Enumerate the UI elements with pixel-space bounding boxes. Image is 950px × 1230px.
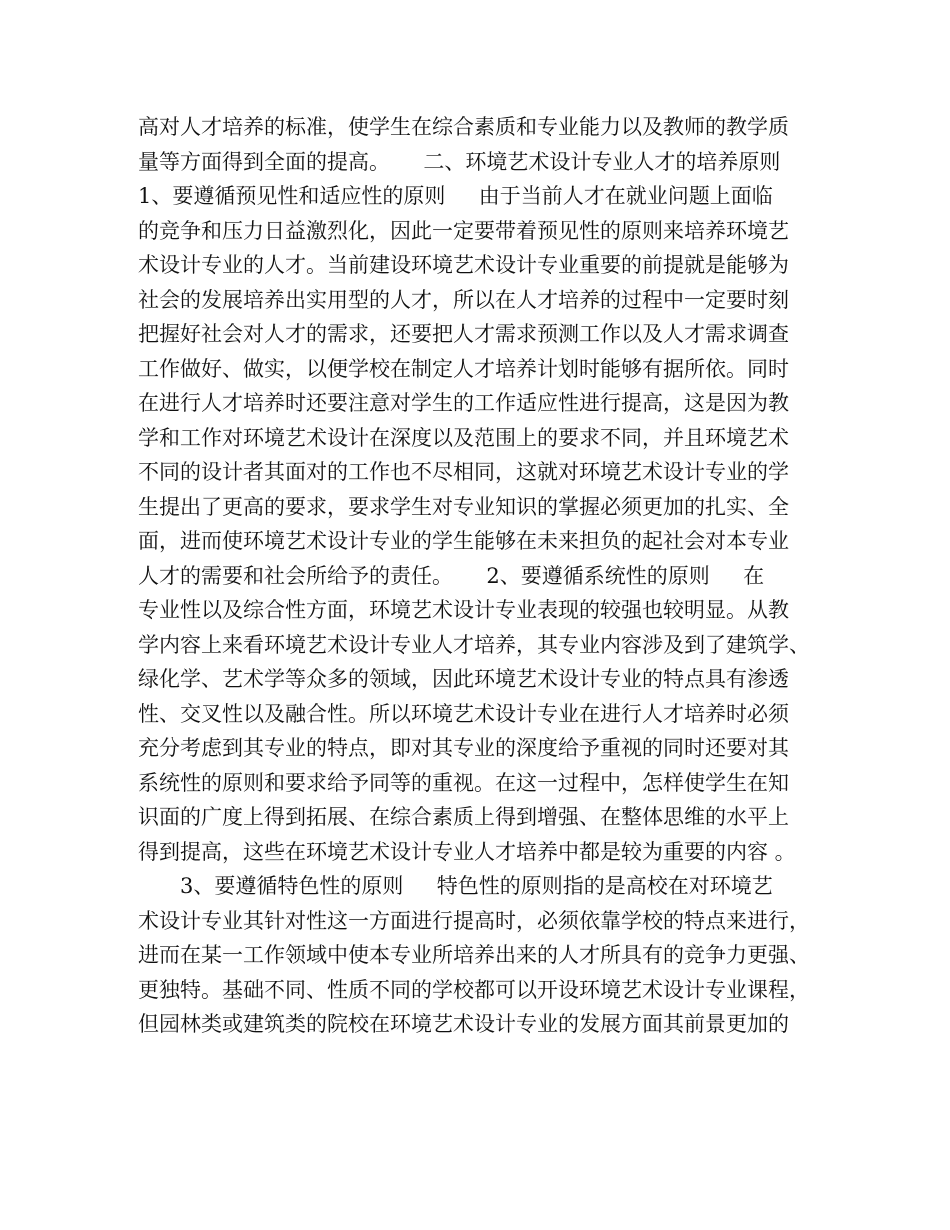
text-line: 但园林类或建筑类的院校在环境艺术设计专业的发展方面其前景更加的 bbox=[138, 1012, 789, 1036]
text-line: 充分考虑到其专业的特点，即对其专业的深度给予重视的同时还要对其 bbox=[138, 736, 789, 760]
text-line: 生提出了更高的要求，要求学生对专业知识的掌握必须更加的扎实、全 bbox=[138, 494, 789, 519]
text-line: 识面的广度上得到拓展、在综合素质上得到增强、在整体思维的水平上 bbox=[138, 805, 789, 829]
text-line: 绿化学、艺术学等众多的领域，因此环境艺术设计专业的特点具有渗透 bbox=[138, 667, 789, 691]
text-line: 在进行人才培养时还要注意对学生的工作适应性进行提高，这是因为教 bbox=[138, 391, 789, 415]
text-line: 的竞争和压力日益激烈化，因此一定要带着预见性的原则来培养环境艺 bbox=[138, 218, 789, 243]
text-line: 进而在某一工作领域中使本专业所培养出来的人才所具有的竞争力更强、 bbox=[138, 943, 810, 967]
body-text bbox=[138, 110, 838, 1042]
text-line: 面，进而使环境艺术设计专业的学生能够在未来担负的起社会对本专业 bbox=[138, 529, 789, 553]
text-line: 术设计专业其针对性这一方面进行提高时，必须依靠学校的特点来进行， bbox=[138, 908, 810, 933]
text-line: 得到提高，这些在环境艺术设计专业人才培养中都是较为重要的内容 。 bbox=[138, 839, 796, 864]
text-line: 性、交叉性以及融合性。所以环境艺术设计专业在进行人才培养时必须 bbox=[138, 701, 789, 726]
text-line: 量等方面得到全面的提高。 二、环境艺术设计专业人才的培养原则 bbox=[138, 149, 781, 174]
text-line: 学内容上来看环境艺术设计专业人才培养，其专业内容涉及到了建筑学、 bbox=[138, 632, 810, 657]
text-line: 专业性以及综合性方面，环境艺术设计专业表现的较强也较明显。从教 bbox=[138, 598, 789, 622]
text-line: 系统性的原则和要求给予同等的重视。在这一过程中，怎样使学生在知 bbox=[138, 770, 789, 795]
text-line: 更独特。基础不同、性质不同的学校都可以开设环境艺术设计专业课程， bbox=[138, 977, 810, 1002]
text-line: 学和工作对环境艺术设计在深度以及范围上的要求不同，并且环境艺术 bbox=[138, 425, 789, 450]
text-line: 高对人才培养的标准，使学生在综合素质和专业能力以及教师的教学质 bbox=[138, 115, 789, 139]
text-line: 不同的设计者其面对的工作也不尽相同，这就对环境艺术设计专业的学 bbox=[138, 460, 789, 484]
text-line: 术设计专业的人才。当前建设环境艺术设计专业重要的前提就是能够为 bbox=[138, 253, 789, 277]
text-line: 1、要遵循预见性和适应性的原则 由于当前人才在就业问题上面临 bbox=[138, 184, 773, 208]
text-line: 社会的发展培养出实用型的人才，所以在人才培养的过程中一定要时刻 bbox=[138, 287, 789, 312]
text-line: 3、要遵循特色性的原则 特色性的原则指的是高校在对环境艺 bbox=[180, 874, 773, 898]
text-line: 人才的需要和社会所给予的责任。 2、要遵循系统性的原则 在 bbox=[138, 563, 765, 588]
text-line: 把握好社会对人才的需求，还要把人才需求预测工作以及人才需求调查 bbox=[138, 322, 789, 346]
text-line: 工作做好、做实，以便学校在制定人才培养计划时能够有据所依。同时 bbox=[138, 356, 789, 381]
